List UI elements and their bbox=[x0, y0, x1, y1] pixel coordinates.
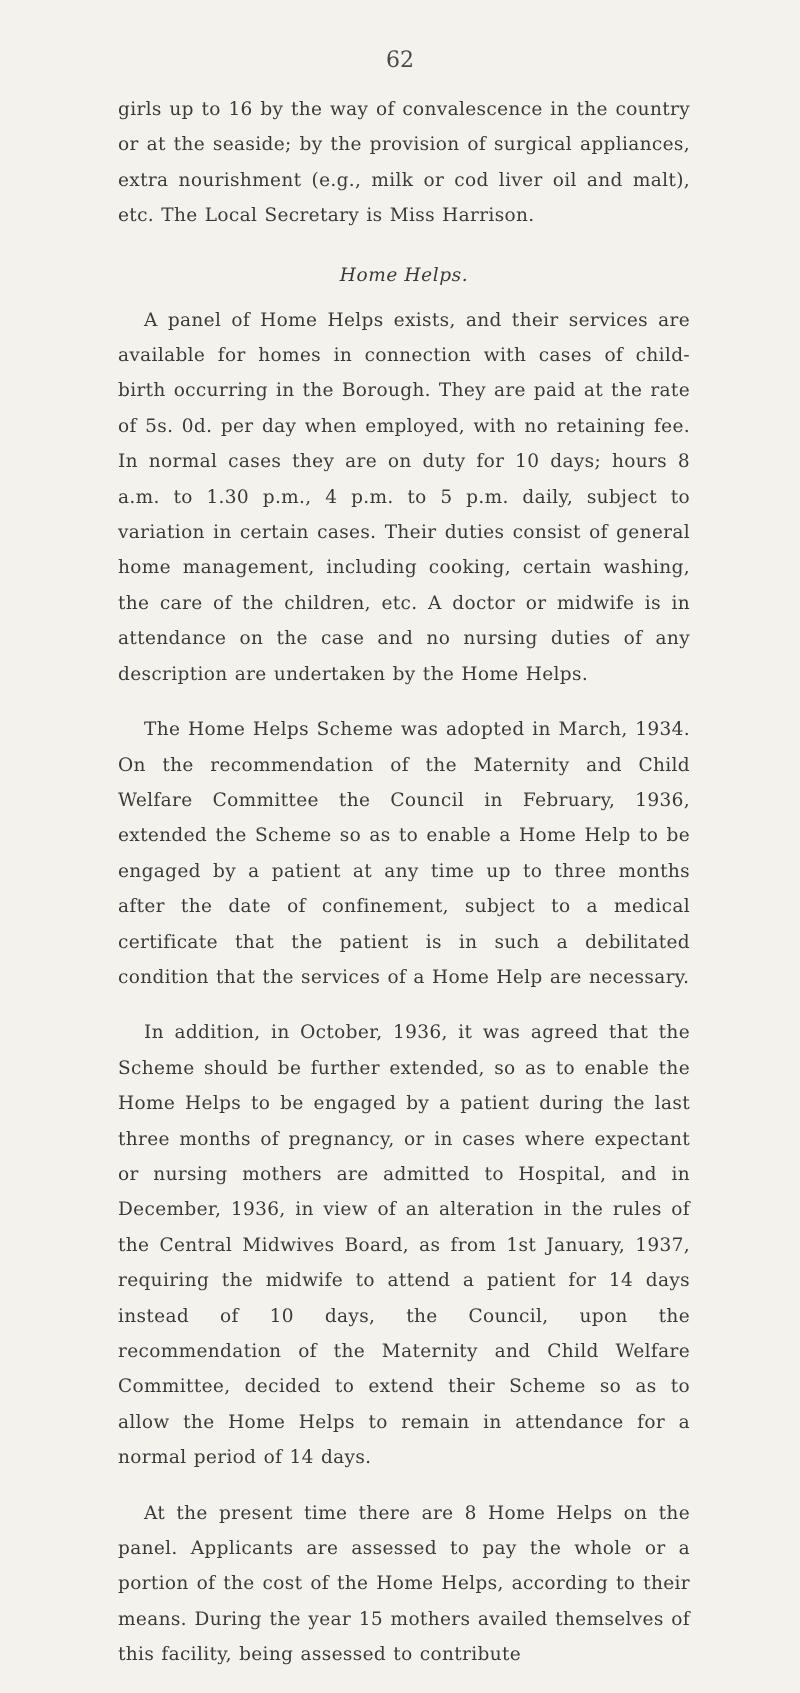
page-body bbox=[118, 92, 690, 1693]
paragraph-scheme-adoption: The Home Helps Scheme was adopted in March, 1934. On the recommendation of the Maternity and Child Welfare Committee the Council in February, 1936, extended the Scheme so as to enable a Home Help to be engaged by a patient at any time up to three months after the date of confinement, subject to a medical certificate that the patient is in such a debilitated condition that the services of a Home Help are necessary. bbox=[118, 719, 690, 988]
paragraph-home-helps-panel: A panel of Home Helps exists, and their services are available for homes in connection with cases of child-birth occurring in the Borough. They are paid at the rate of 5s. 0d. per day when employed, with no retaining fee. In normal cases they are on duty for 10 days; hours 8 a.m. to 1.30 p.m., 4 p.m. to 5 p.m. daily, subject to variation in certain cases. Their duties consist of general home management, including cooking, certain washing, the care of the children, etc. A doctor or midwife is in attendance on the case and no nursing duties of any description are undertaken by the Home Helps. bbox=[118, 309, 690, 685]
page-number: 62 bbox=[386, 48, 414, 73]
paragraph-present-panel: At the present time there are 8 Home Helps on the panel. Applicants are assessed to pay the whole or a portion of the cost of the Home Helps, according to their means. During the year 15 mothers availed themselves of this facility, being assessed to contribute bbox=[118, 1502, 690, 1666]
paragraph-scheme-extension: In addition, in October, 1936, it was agreed that the Scheme should be further extended, so as to enable the Home Helps to be engaged by a patient during the last three months of pregnancy, or in cases where expectant or nursing mothers are admitted to Hospital, and in December, 1936, in view of an alteration in the rules of the Central Midwives Board, as from 1st January, 1937, requiring the midwife to attend a patient for 14 days instead of 10 days, the Council, upon the recommendation of the Maternity and Child Welfare Committee, decided to extend their Scheme so as to allow the Home Helps to remain in attendance for a normal period of 14 days. bbox=[118, 1022, 690, 1469]
section-heading-home-helps: Home Helps. bbox=[339, 264, 469, 286]
paragraph-convalescence: girls up to 16 by the way of convalescence in the country or at the seaside; by the provision of surgical appliances, extra nourishment (e.g., milk or cod liver oil and malt), etc. The Local Secretary is Miss Harrison. bbox=[118, 99, 690, 227]
